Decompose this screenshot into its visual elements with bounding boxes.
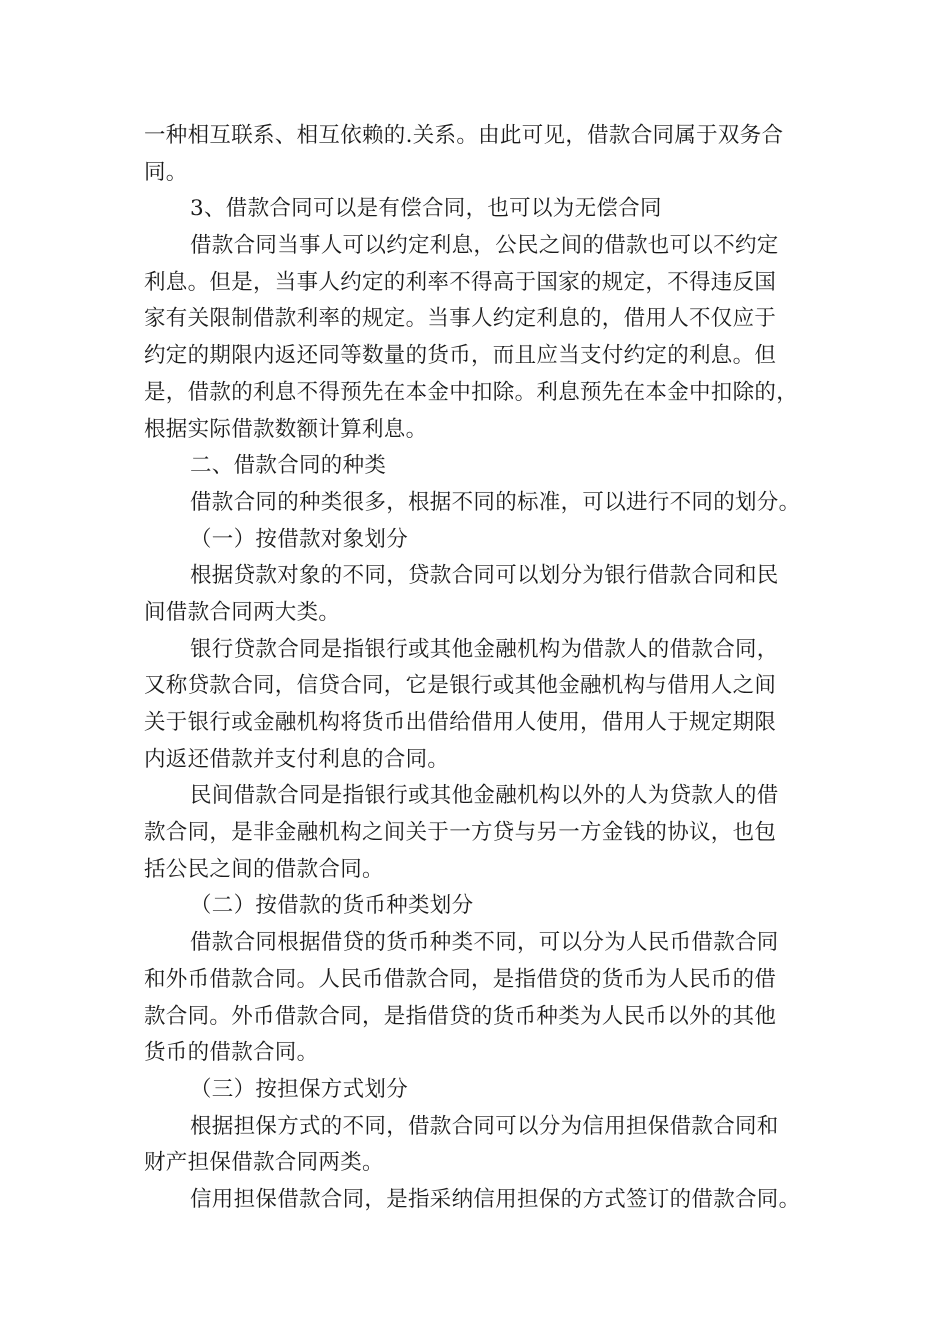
document-body (144, 118, 824, 1219)
text-line: 二、借款合同的种类 (190, 453, 387, 479)
text-line: 同。 (144, 159, 188, 185)
text-line: 3、借款合同可以是有偿合同，也可以为无偿合同 (190, 196, 662, 222)
text-line: 和外币借款合同。人民币借款合同，是指借贷的货币为人民币的借 (144, 966, 777, 992)
text-line: 借款合同根据借贷的货币种类不同，可以分为人民币借款合同 (190, 930, 779, 956)
text-line: （一）按借款对象划分 (190, 526, 409, 552)
text-line: 银行贷款合同是指银行或其他金融机构为借款人的借款合同， (190, 636, 779, 662)
text-line: 家有关限制借款利率的规定。当事人约定利息的，借用人不仅应于 (144, 306, 777, 332)
text-line: 括公民之间的借款合同。 (144, 856, 384, 882)
text-line: 民间借款合同是指银行或其他金融机构以外的人为贷款人的借 (190, 783, 779, 809)
text-line: 财产担保借款合同两类。 (144, 1150, 384, 1176)
text-line: （二）按借款的货币种类划分 (190, 893, 474, 919)
text-line: 一种相互联系、相互依赖的.关系。由此可见，借款合同属于双务合 (144, 123, 784, 148)
text-line: 间借款合同两大类。 (144, 599, 341, 625)
text-line: （三）按担保方式划分 (190, 1076, 409, 1102)
text-line: 根据实际借款数额计算利息。 (144, 416, 428, 442)
text-line: 款合同。外币借款合同，是指借贷的货币种类为人民币以外的其他 (144, 1003, 777, 1029)
text-line: 内返还借款并支付利息的合同。 (144, 746, 450, 772)
text-line: 关于银行或金融机构将货币出借给借用人使用，借用人于规定期限 (144, 710, 777, 735)
text-line: 借款合同的种类很多，根据不同的标准，可以进行不同的划分。 (190, 489, 801, 515)
text-line: 货币的借款合同。 (144, 1040, 319, 1066)
text-line: 借款合同当事人可以约定利息，公民之间的借款也可以不约定 (190, 233, 779, 259)
text-line: 款合同，是非金融机构之间关于一方贷与另一方金钱的协议，也包 (144, 820, 777, 846)
text-line: 利息。但是，当事人约定的利率不得高于国家的规定，不得违反国 (144, 269, 777, 295)
text-line: 根据担保方式的不同，借款合同可以分为信用担保借款合同和 (190, 1113, 779, 1139)
text-line: 是，借款的利息不得预先在本金中扣除。利息预先在本金中扣除的， (144, 379, 799, 405)
text-line: 信用担保借款合同，是指采纳信用担保的方式签订的借款合同。 (190, 1186, 801, 1212)
text-line: 根据贷款对象的不同，贷款合同可以划分为银行借款合同和民 (190, 563, 779, 589)
text-line: 又称贷款合同，信贷合同，它是银行或其他金融机构与借用人之间 (144, 673, 777, 699)
text-line: 约定的期限内返还同等数量的货币，而且应当支付约定的利息。但 (144, 343, 777, 369)
